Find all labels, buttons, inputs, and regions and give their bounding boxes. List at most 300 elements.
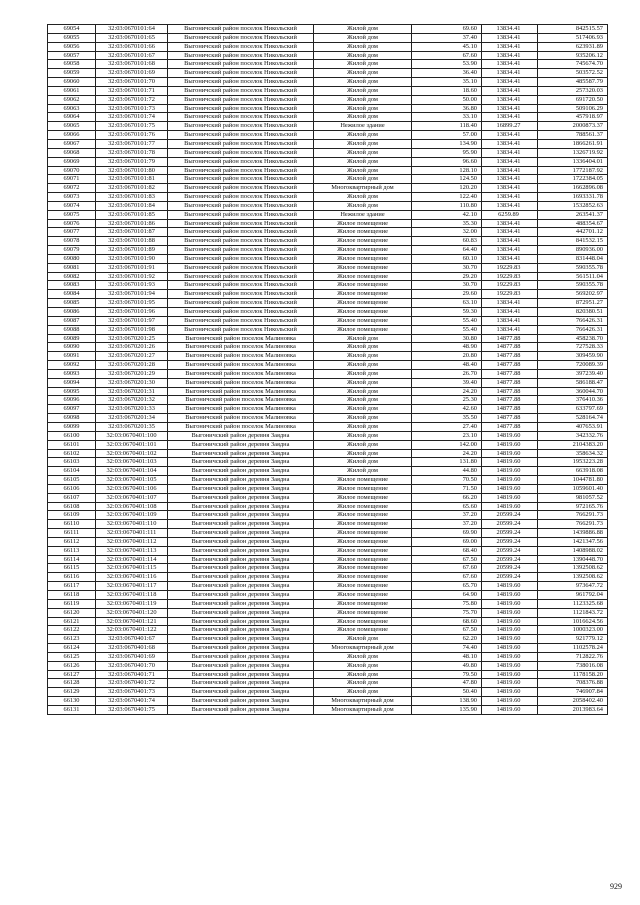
cadastral-number-cell: 32:03:0670101:93 xyxy=(96,281,168,290)
cadastral-number-cell: 32:03:0670401:113 xyxy=(96,546,168,555)
rate-cell: 19229.83 xyxy=(482,263,538,272)
cadastral-number-cell: 32:03:0670201:31 xyxy=(96,387,168,396)
address-cell: Выгоничский район поселок Никольский xyxy=(168,42,314,51)
row-number-cell: 66113 xyxy=(48,546,96,555)
address-cell: Выгоничский район поселок Никольский xyxy=(168,228,314,237)
address-cell: Выгоничский район поселок Никольский xyxy=(168,246,314,255)
area-cell: 67.60 xyxy=(412,564,482,573)
table-row xyxy=(48,184,608,193)
address-cell: Выгоничский район деревня Заядна xyxy=(168,520,314,529)
table-row xyxy=(48,458,608,467)
rate-cell: 14877.88 xyxy=(482,369,538,378)
cadastral-number-cell: 32:03:0670101:69 xyxy=(96,69,168,78)
cadastral-number-cell: 32:03:0670401:119 xyxy=(96,599,168,608)
rate-cell: 13834.41 xyxy=(482,95,538,104)
row-number-cell: 66121 xyxy=(48,617,96,626)
cadastral-cost-cell: 2000873.37 xyxy=(538,122,608,131)
table-row xyxy=(48,219,608,228)
cadastral-cost-cell: 981057.52 xyxy=(538,493,608,502)
rate-cell: 13834.41 xyxy=(482,237,538,246)
cadastral-number-cell: 32:03:0670101:82 xyxy=(96,184,168,193)
row-number-cell: 66115 xyxy=(48,564,96,573)
rate-cell: 20599.24 xyxy=(482,537,538,546)
row-number-cell: 69079 xyxy=(48,246,96,255)
row-number-cell: 69097 xyxy=(48,405,96,414)
rate-cell: 13834.41 xyxy=(482,308,538,317)
area-cell: 29.20 xyxy=(412,272,482,281)
cadastral-number-cell: 32:03:0670101:96 xyxy=(96,308,168,317)
cadastral-cost-cell: 788561.37 xyxy=(538,131,608,140)
cadastral-number-cell: 32:03:0670401:69 xyxy=(96,652,168,661)
object-type-cell: Нежилое здание xyxy=(314,210,412,219)
table-row xyxy=(48,290,608,299)
cadastral-cost-cell: 458238.70 xyxy=(538,334,608,343)
table-row xyxy=(48,104,608,113)
table-row xyxy=(48,51,608,60)
address-cell: Выгоничский район деревня Заядна xyxy=(168,591,314,600)
cadastral-number-cell: 32:03:0670401:115 xyxy=(96,564,168,573)
area-cell: 69.90 xyxy=(412,529,482,538)
cadastral-cost-cell: 1326719.92 xyxy=(538,148,608,157)
table-row xyxy=(48,254,608,263)
cadastral-cost-cell: 442701.12 xyxy=(538,228,608,237)
row-number-cell: 66101 xyxy=(48,440,96,449)
cadastral-number-cell: 32:03:0670101:78 xyxy=(96,148,168,157)
table-row xyxy=(48,325,608,334)
cadastral-number-cell: 32:03:0670101:70 xyxy=(96,78,168,87)
cadastral-cost-cell: 485587.79 xyxy=(538,78,608,87)
row-number-cell: 66109 xyxy=(48,511,96,520)
row-number-cell: 66126 xyxy=(48,661,96,670)
row-number-cell: 69066 xyxy=(48,131,96,140)
area-cell: 37.20 xyxy=(412,520,482,529)
cadastral-number-cell: 32:03:0670101:64 xyxy=(96,25,168,34)
row-number-cell: 69054 xyxy=(48,25,96,34)
table-row xyxy=(48,511,608,520)
area-cell: 63.10 xyxy=(412,299,482,308)
rate-cell: 14877.88 xyxy=(482,361,538,370)
area-cell: 67.60 xyxy=(412,573,482,582)
cadastral-cost-cell: 561511.04 xyxy=(538,272,608,281)
area-cell: 96.60 xyxy=(412,157,482,166)
area-cell: 30.70 xyxy=(412,281,482,290)
rate-cell: 16899.27 xyxy=(482,122,538,131)
area-cell: 128.10 xyxy=(412,166,482,175)
area-cell: 69.00 xyxy=(412,537,482,546)
cadastral-number-cell: 32:03:0670201:35 xyxy=(96,422,168,431)
cadastral-cost-cell: 590355.78 xyxy=(538,281,608,290)
cadastral-number-cell: 32:03:0670401:111 xyxy=(96,529,168,538)
object-type-cell: Жилой дом xyxy=(314,467,412,476)
table-row xyxy=(48,670,608,679)
cadastral-number-cell: 32:03:0670101:95 xyxy=(96,299,168,308)
rate-cell: 14819.60 xyxy=(482,688,538,697)
address-cell: Выгоничский район поселок Никольский xyxy=(168,219,314,228)
object-type-cell: Жилой дом xyxy=(314,104,412,113)
row-number-cell: 66106 xyxy=(48,484,96,493)
cadastral-number-cell: 32:03:0670401:100 xyxy=(96,431,168,440)
rate-cell: 13834.41 xyxy=(482,254,538,263)
table-row xyxy=(48,652,608,661)
area-cell: 138.90 xyxy=(412,697,482,706)
table-row xyxy=(48,86,608,95)
rate-cell: 14819.60 xyxy=(482,493,538,502)
cadastral-number-cell: 32:03:0670401:102 xyxy=(96,449,168,458)
cadastral-number-cell: 32:03:0670101:90 xyxy=(96,254,168,263)
address-cell: Выгоничский район деревня Заядна xyxy=(168,697,314,706)
rate-cell: 13834.41 xyxy=(482,51,538,60)
page-number: 929 xyxy=(610,882,622,891)
rate-cell: 14819.60 xyxy=(482,670,538,679)
cadastral-number-cell: 32:03:0670401:118 xyxy=(96,591,168,600)
address-cell: Выгоничский район поселок Никольский xyxy=(168,78,314,87)
table-row xyxy=(48,369,608,378)
address-cell: Выгоничский район деревня Заядна xyxy=(168,688,314,697)
cadastral-cost-cell: 766426.31 xyxy=(538,325,608,334)
address-cell: Выгоничский район поселок Малиновка xyxy=(168,414,314,423)
object-type-cell: Жилой дом xyxy=(314,69,412,78)
area-cell: 39.40 xyxy=(412,378,482,387)
table-row xyxy=(48,263,608,272)
cadastral-cost-cell: 766291.73 xyxy=(538,520,608,529)
rate-cell: 14877.88 xyxy=(482,343,538,352)
cadastral-cost-cell: 841532.15 xyxy=(538,237,608,246)
rate-cell: 14819.60 xyxy=(482,652,538,661)
object-type-cell: Жилой дом xyxy=(314,458,412,467)
object-type-cell: Многоквартирный дом xyxy=(314,705,412,714)
cadastral-cost-cell: 503572.52 xyxy=(538,69,608,78)
cadastral-number-cell: 32:03:0670401:105 xyxy=(96,476,168,485)
row-number-cell: 66128 xyxy=(48,679,96,688)
table-row xyxy=(48,520,608,529)
area-cell: 68.40 xyxy=(412,546,482,555)
object-type-cell: Многоквартирный дом xyxy=(314,184,412,193)
table-row xyxy=(48,697,608,706)
cadastral-number-cell: 32:03:0670201:27 xyxy=(96,352,168,361)
address-cell: Выгоничский район деревня Заядна xyxy=(168,608,314,617)
cadastral-number-cell: 32:03:0670401:71 xyxy=(96,670,168,679)
cadastral-cost-cell: 586188.47 xyxy=(538,378,608,387)
area-cell: 48.10 xyxy=(412,652,482,661)
rate-cell: 14819.60 xyxy=(482,458,538,467)
address-cell: Выгоничский район поселок Никольский xyxy=(168,131,314,140)
area-cell: 70.50 xyxy=(412,476,482,485)
table-row xyxy=(48,281,608,290)
table-row xyxy=(48,396,608,405)
cadastral-number-cell: 32:03:0670201:30 xyxy=(96,378,168,387)
row-number-cell: 66108 xyxy=(48,502,96,511)
table-row xyxy=(48,546,608,555)
object-type-cell: Жилой дом xyxy=(314,635,412,644)
rate-cell: 13834.41 xyxy=(482,42,538,51)
object-type-cell: Жилое помещение xyxy=(314,591,412,600)
table-row xyxy=(48,113,608,122)
rate-cell: 14877.88 xyxy=(482,387,538,396)
cadastral-cost-cell: 720089.39 xyxy=(538,361,608,370)
area-cell: 65.70 xyxy=(412,582,482,591)
rate-cell: 13834.41 xyxy=(482,157,538,166)
address-cell: Выгоничский район поселок Никольский xyxy=(168,237,314,246)
object-type-cell: Многоквартирный дом xyxy=(314,697,412,706)
table-row xyxy=(48,334,608,343)
cadastral-number-cell: 32:03:0670101:76 xyxy=(96,131,168,140)
area-cell: 135.90 xyxy=(412,705,482,714)
rate-cell: 14819.60 xyxy=(482,467,538,476)
row-number-cell: 66127 xyxy=(48,670,96,679)
object-type-cell: Нежилое здание xyxy=(314,122,412,131)
address-cell: Выгоничский район деревня Заядна xyxy=(168,679,314,688)
area-cell: 27.40 xyxy=(412,422,482,431)
address-cell: Выгоничский район деревня Заядна xyxy=(168,661,314,670)
rate-cell: 13834.41 xyxy=(482,201,538,210)
table-row xyxy=(48,679,608,688)
cadastral-cost-cell: 517406.93 xyxy=(538,33,608,42)
rate-cell: 13834.41 xyxy=(482,104,538,113)
row-number-cell: 69070 xyxy=(48,166,96,175)
table-row xyxy=(48,201,608,210)
table-row xyxy=(48,210,608,219)
object-type-cell: Жилое помещение xyxy=(314,290,412,299)
object-type-cell: Жилой дом xyxy=(314,33,412,42)
table-row xyxy=(48,555,608,564)
rate-cell: 20599.24 xyxy=(482,573,538,582)
cadastral-number-cell: 32:03:0670401:72 xyxy=(96,679,168,688)
cadastral-cost-cell: 890936.00 xyxy=(538,246,608,255)
cadastral-cost-cell: 1044781.80 xyxy=(538,476,608,485)
cadastral-cost-cell: 1016624.56 xyxy=(538,617,608,626)
address-cell: Выгоничский район поселок Малиновка xyxy=(168,422,314,431)
address-cell: Выгоничский район поселок Никольский xyxy=(168,122,314,131)
object-type-cell: Жилой дом xyxy=(314,131,412,140)
table-row xyxy=(48,175,608,184)
cadastral-number-cell: 32:03:0670201:29 xyxy=(96,369,168,378)
object-type-cell: Жилой дом xyxy=(314,405,412,414)
cadastral-number-cell: 32:03:0670101:85 xyxy=(96,210,168,219)
object-type-cell: Жилой дом xyxy=(314,361,412,370)
rate-cell: 14877.88 xyxy=(482,352,538,361)
table-row xyxy=(48,644,608,653)
row-number-cell: 69098 xyxy=(48,414,96,423)
address-cell: Выгоничский район поселок Никольский xyxy=(168,210,314,219)
object-type-cell: Жилое помещение xyxy=(314,608,412,617)
row-number-cell: 69080 xyxy=(48,254,96,263)
row-number-cell: 66131 xyxy=(48,705,96,714)
area-cell: 20.80 xyxy=(412,352,482,361)
table-row xyxy=(48,316,608,325)
table-row xyxy=(48,617,608,626)
rate-cell: 13834.41 xyxy=(482,299,538,308)
table-row xyxy=(48,272,608,281)
cadastral-cost-cell: 746907.84 xyxy=(538,688,608,697)
address-cell: Выгоничский район поселок Никольский xyxy=(168,69,314,78)
area-cell: 33.10 xyxy=(412,113,482,122)
rate-cell: 14877.88 xyxy=(482,396,538,405)
object-type-cell: Жилой дом xyxy=(314,369,412,378)
row-number-cell: 69063 xyxy=(48,104,96,113)
object-type-cell: Жилое помещение xyxy=(314,484,412,493)
area-cell: 122.40 xyxy=(412,193,482,202)
cadastral-number-cell: 32:03:0670101:94 xyxy=(96,290,168,299)
rate-cell: 20599.24 xyxy=(482,555,538,564)
table-row xyxy=(48,467,608,476)
address-cell: Выгоничский район деревня Заядна xyxy=(168,467,314,476)
cadastral-cost-cell: 358634.32 xyxy=(538,449,608,458)
row-number-cell: 69071 xyxy=(48,175,96,184)
area-cell: 68.60 xyxy=(412,617,482,626)
row-number-cell: 66117 xyxy=(48,582,96,591)
area-cell: 74.40 xyxy=(412,644,482,653)
row-number-cell: 66129 xyxy=(48,688,96,697)
object-type-cell: Жилое помещение xyxy=(314,476,412,485)
table-row xyxy=(48,661,608,670)
address-cell: Выгоничский район поселок Никольский xyxy=(168,86,314,95)
row-number-cell: 69088 xyxy=(48,325,96,334)
cadastral-cost-cell: 1693331.78 xyxy=(538,193,608,202)
rate-cell: 14877.88 xyxy=(482,334,538,343)
cadastral-cost-cell: 633797.69 xyxy=(538,405,608,414)
row-number-cell: 66111 xyxy=(48,529,96,538)
cadastral-number-cell: 32:03:0670201:33 xyxy=(96,405,168,414)
object-type-cell: Жилое помещение xyxy=(314,325,412,334)
row-number-cell: 66119 xyxy=(48,599,96,608)
cadastral-number-cell: 32:03:0670201:25 xyxy=(96,334,168,343)
address-cell: Выгоничский район поселок Никольский xyxy=(168,272,314,281)
area-cell: 42.10 xyxy=(412,210,482,219)
area-cell: 50.40 xyxy=(412,688,482,697)
cadastral-number-cell: 32:03:0670101:86 xyxy=(96,219,168,228)
row-number-cell: 69068 xyxy=(48,148,96,157)
row-number-cell: 69081 xyxy=(48,263,96,272)
cadastral-cost-cell: 590355.78 xyxy=(538,263,608,272)
area-cell: 42.60 xyxy=(412,405,482,414)
object-type-cell: Жилой дом xyxy=(314,661,412,670)
object-type-cell: Жилой дом xyxy=(314,175,412,184)
table-row xyxy=(48,422,608,431)
object-type-cell: Жилой дом xyxy=(314,139,412,148)
cadastral-cost-cell: 1421347.56 xyxy=(538,537,608,546)
cadastral-number-cell: 32:03:0670101:87 xyxy=(96,228,168,237)
row-number-cell: 66100 xyxy=(48,431,96,440)
object-type-cell: Жилой дом xyxy=(314,431,412,440)
address-cell: Выгоничский район деревня Заядна xyxy=(168,555,314,564)
row-number-cell: 69069 xyxy=(48,157,96,166)
rate-cell: 13834.41 xyxy=(482,33,538,42)
address-cell: Выгоничский район деревня Заядна xyxy=(168,502,314,511)
rate-cell: 13834.41 xyxy=(482,86,538,95)
area-cell: 26.70 xyxy=(412,369,482,378)
row-number-cell: 66123 xyxy=(48,635,96,644)
table-row xyxy=(48,157,608,166)
address-cell: Выгоничский район поселок Малиновка xyxy=(168,352,314,361)
row-number-cell: 66102 xyxy=(48,449,96,458)
cadastral-cost-cell: 1059601.40 xyxy=(538,484,608,493)
rate-cell: 13834.41 xyxy=(482,60,538,69)
cadastral-number-cell: 32:03:0670401:120 xyxy=(96,608,168,617)
cadastral-cost-cell: 397239.40 xyxy=(538,369,608,378)
rate-cell: 14819.60 xyxy=(482,484,538,493)
cadastral-cost-cell: 972165.76 xyxy=(538,502,608,511)
object-type-cell: Жилое помещение xyxy=(314,555,412,564)
area-cell: 44.80 xyxy=(412,467,482,476)
rate-cell: 13834.41 xyxy=(482,316,538,325)
cadastral-cost-cell: 1722384.05 xyxy=(538,175,608,184)
cadastral-number-cell: 32:03:0670401:103 xyxy=(96,458,168,467)
table-row xyxy=(48,626,608,635)
cadastral-cost-cell: 623931.89 xyxy=(538,42,608,51)
row-number-cell: 69076 xyxy=(48,219,96,228)
registry-table-body xyxy=(48,25,608,715)
area-cell: 110.80 xyxy=(412,201,482,210)
address-cell: Выгоничский район поселок Никольский xyxy=(168,184,314,193)
cadastral-cost-cell: 376410.36 xyxy=(538,396,608,405)
cadastral-cost-cell: 1390448.70 xyxy=(538,555,608,564)
address-cell: Выгоничский район деревня Заядна xyxy=(168,705,314,714)
rate-cell: 13834.41 xyxy=(482,228,538,237)
row-number-cell: 69096 xyxy=(48,396,96,405)
rate-cell: 14819.60 xyxy=(482,679,538,688)
object-type-cell: Жилое помещение xyxy=(314,246,412,255)
rate-cell: 13834.41 xyxy=(482,219,538,228)
area-cell: 24.20 xyxy=(412,387,482,396)
cadastral-number-cell: 32:03:0670101:65 xyxy=(96,33,168,42)
table-row xyxy=(48,95,608,104)
rate-cell: 13834.41 xyxy=(482,148,538,157)
cadastral-number-cell: 32:03:0670401:104 xyxy=(96,467,168,476)
rate-cell: 14819.60 xyxy=(482,697,538,706)
rate-cell: 13834.41 xyxy=(482,246,538,255)
cadastral-cost-cell: 2058402.40 xyxy=(538,697,608,706)
address-cell: Выгоничский район деревня Заядна xyxy=(168,573,314,582)
cadastral-number-cell: 32:03:0670201:32 xyxy=(96,396,168,405)
cadastral-cost-cell: 569202.97 xyxy=(538,290,608,299)
table-row xyxy=(48,237,608,246)
row-number-cell: 66124 xyxy=(48,644,96,653)
cadastral-number-cell: 32:03:0670401:106 xyxy=(96,484,168,493)
area-cell: 36.80 xyxy=(412,104,482,113)
row-number-cell: 69085 xyxy=(48,299,96,308)
cadastral-cost-cell: 1392508.62 xyxy=(538,573,608,582)
cadastral-number-cell: 32:03:0670201:34 xyxy=(96,414,168,423)
object-type-cell: Жилое помещение xyxy=(314,537,412,546)
cadastral-cost-cell: 921779.12 xyxy=(538,635,608,644)
table-row xyxy=(48,69,608,78)
rate-cell: 14877.88 xyxy=(482,405,538,414)
rate-cell: 14819.60 xyxy=(482,705,538,714)
rate-cell: 13834.41 xyxy=(482,113,538,122)
address-cell: Выгоничский район деревня Заядна xyxy=(168,529,314,538)
area-cell: 30.70 xyxy=(412,263,482,272)
area-cell: 49.80 xyxy=(412,661,482,670)
row-number-cell: 66118 xyxy=(48,591,96,600)
cadastral-cost-cell: 2013983.64 xyxy=(538,705,608,714)
cadastral-number-cell: 32:03:0670101:72 xyxy=(96,95,168,104)
cadastral-number-cell: 32:03:0670201:26 xyxy=(96,343,168,352)
cadastral-cost-cell: 528164.74 xyxy=(538,414,608,423)
cadastral-number-cell: 32:03:0670101:92 xyxy=(96,272,168,281)
address-cell: Выгоничский район поселок Никольский xyxy=(168,25,314,34)
table-row xyxy=(48,493,608,502)
object-type-cell: Жилое помещение xyxy=(314,573,412,582)
object-type-cell: Жилое помещение xyxy=(314,272,412,281)
area-cell: 25.30 xyxy=(412,396,482,405)
address-cell: Выгоничский район поселок Никольский xyxy=(168,95,314,104)
object-type-cell: Жилой дом xyxy=(314,113,412,122)
cadastral-number-cell: 32:03:0670401:74 xyxy=(96,697,168,706)
table-row xyxy=(48,476,608,485)
cadastral-cost-cell: 727528.33 xyxy=(538,343,608,352)
address-cell: Выгоничский район поселок Никольский xyxy=(168,113,314,122)
object-type-cell: Жилой дом xyxy=(314,193,412,202)
